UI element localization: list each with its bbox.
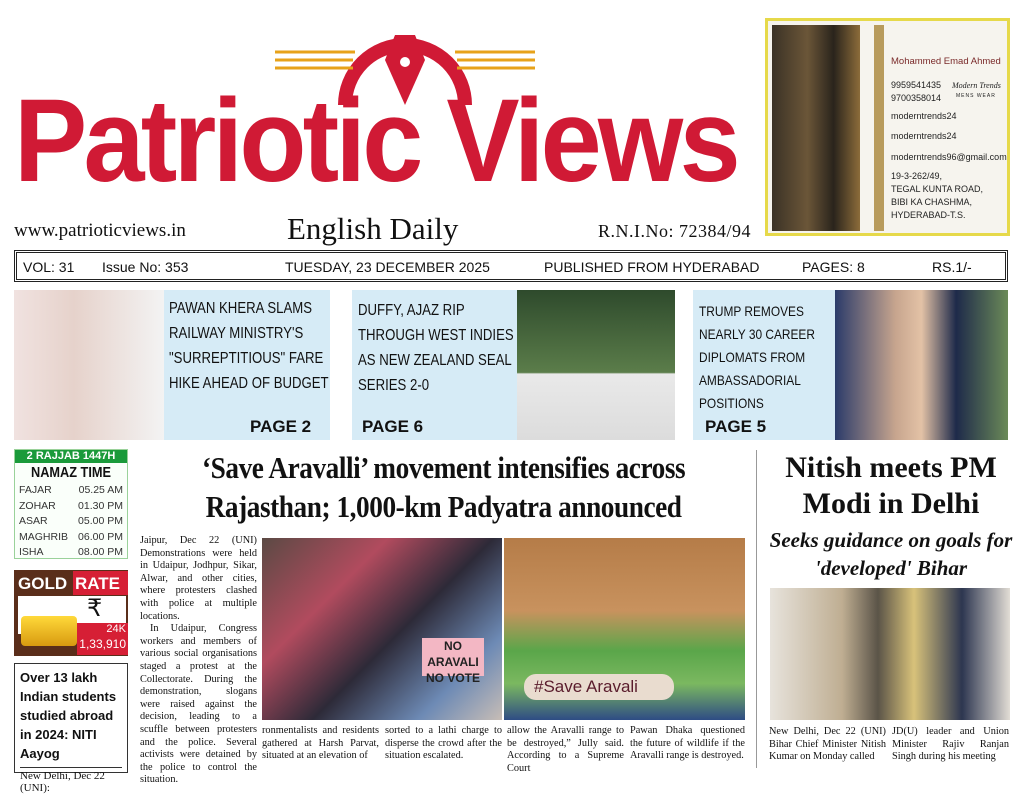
- prayer-time: 08.00 PM: [78, 546, 123, 558]
- gold-label: GOLD: [18, 574, 68, 593]
- prayer-name: ZOHAR: [19, 499, 56, 512]
- teaser-page: PAGE 2: [250, 417, 312, 436]
- ad-name: Mohammed Emad Ahmed: [891, 56, 1001, 67]
- prayer-name: ASAR: [19, 515, 48, 527]
- namaz-time-box: [14, 449, 128, 559]
- namaz-title: NAMAZ TIME: [30, 464, 112, 481]
- main-story-column-4: allow the Aravalli range to be destroyed,” Jully said. According to a Supreme Court: [507, 725, 624, 774]
- main-story-column-2: ronmentalists and residents gathered at Harsh Parvat, situated at an elevation of: [262, 725, 379, 762]
- advertisement-modern-trends[interactable]: [765, 18, 1010, 236]
- ad-brand: Modern Trends: [952, 81, 1001, 90]
- rni-number: R.N.I.No: 72384/94: [598, 221, 751, 241]
- prayer-time: 01.30 PM: [78, 499, 123, 512]
- namaz-row: [15, 545, 127, 561]
- right-headline[interactable]: Nitish meets PM Modi in Delhi: [785, 451, 997, 520]
- gold-rate-box: [14, 570, 128, 656]
- edition-label: English Daily: [287, 211, 459, 246]
- side-story[interactable]: [14, 663, 128, 794]
- right-story-column-2: JD(U) leader and Union Minister Rajiv Ranjan Singh during his meeting: [892, 726, 1009, 763]
- price: RS.1/-: [932, 259, 972, 275]
- main-story-column-3: sorted to a lathi charge to disperse the crowd after the situation escalated.: [385, 725, 502, 762]
- prayer-time: 05.00 PM: [78, 515, 123, 527]
- prayer-time: 06.00 PM: [78, 530, 123, 543]
- teaser-photo: [517, 290, 675, 440]
- nitish-modi-photo: [770, 588, 1010, 720]
- side-story-headline: Over 13 lakh Indian students studied abroad in 2024: NITI Aayog: [20, 670, 117, 761]
- rate-label: RATE: [75, 574, 121, 593]
- issue-date: TUESDAY, 23 DECEMBER 2025: [285, 259, 490, 275]
- gold-price-value: 1,33,910: [79, 637, 126, 651]
- prayer-time: 05.25 AM: [78, 484, 123, 496]
- page-count: PAGES: 8: [802, 259, 865, 275]
- ad-address-3: BIBI KA CHASHMA,: [891, 197, 973, 207]
- teaser-headline: PAWAN KHERA SLAMS RAILWAY MINISTRY'S "SURREPTITIOUS" FARE HIKE AHEAD OF BUDGET: [169, 300, 329, 392]
- paragraph: Jaipur, Dec 22 (UNI) Demonstrations were held in Udaipur, Jodhpur, Sikar, Alwar, and other cities, where protesters clashed with police at multiple locations.: [140, 535, 257, 622]
- teaser-page: PAGE 6: [362, 417, 424, 436]
- ad-address-2: TEGAL KUNTA ROAD,: [891, 184, 984, 194]
- column-divider: [756, 450, 757, 768]
- ad-instagram: moderntrends24: [891, 111, 957, 121]
- gold-bars-icon: [21, 616, 77, 646]
- ad-brand-sub: MENS WEAR: [956, 93, 996, 99]
- info-bar: [14, 250, 1008, 282]
- protest-sign: NO ARAVALI NO VOTE: [422, 638, 484, 676]
- sand-art-photo: [504, 538, 745, 720]
- volume: VOL: 31: [23, 259, 75, 275]
- prayer-name: ISHA: [19, 546, 44, 558]
- rupee-icon: ₹: [87, 594, 103, 622]
- namaz-row: [15, 530, 127, 546]
- sand-art-caption: #Save Aravali: [524, 674, 674, 700]
- main-story-column-5: Pawan Dhaka questioned the future of wildlife if the Aravalli range is destroyed.: [630, 725, 745, 762]
- right-story-column-1: New Delhi, Dec 22 (UNI) Bihar Chief Minister Nitish Kumar on Monday called: [769, 726, 886, 763]
- protest-photo: [262, 538, 502, 720]
- prayer-name: FAJAR: [19, 484, 52, 496]
- ad-facebook: moderntrends24: [891, 131, 957, 141]
- published-from: PUBLISHED FROM HYDERABAD: [544, 259, 760, 275]
- ad-address-1: 19-3-262/49,: [891, 171, 943, 181]
- prayer-name: MAGHRIB: [19, 530, 69, 543]
- side-story-dateline: New Delhi, Dec 22 (UNI):: [20, 767, 122, 794]
- teaser-headline: DUFFY, AJAZ RIP THROUGH WEST INDIES AS NEW ZEALAND SEAL SERIES 2-0: [358, 302, 514, 394]
- hijri-date: 2 RAJJAB 1447H: [15, 450, 127, 463]
- ad-phone1: 9959541435: [891, 80, 942, 90]
- namaz-row: [15, 514, 127, 530]
- ad-phone2: 9700358014: [891, 93, 942, 103]
- namaz-row: [15, 483, 127, 499]
- gold-karat: 24K: [106, 623, 126, 635]
- ad-strip: [874, 25, 884, 231]
- teaser-photo: [14, 290, 164, 440]
- teaser-new-zealand[interactable]: [352, 290, 675, 440]
- masthead-logo: Patriotic Views: [14, 75, 737, 207]
- ad-address-4: HYDERABAD-T.S.: [891, 210, 966, 220]
- teaser-pawan-khera[interactable]: [14, 290, 330, 440]
- right-subheadline: Seeks guidance on goals for 'developed' Bihar: [769, 528, 1013, 580]
- teaser-headline: TRUMP REMOVES NEARLY 30 CAREER DIPLOMATS FROM AMBASSADORIAL POSITIONS: [699, 303, 815, 411]
- paragraph: In Udaipur, Congress workers and members of various social organisations staged a protest at the Collectorate. During the demonstration, slogans were raised against the decision, leading to a scuffle between protesters and the police. Several activists were detained by the police to control the situation.: [140, 623, 257, 786]
- ad-email: moderntrends96@gmail.com: [891, 152, 1007, 162]
- rate-label-box: [73, 571, 128, 595]
- issue-number: Issue No: 353: [102, 259, 189, 275]
- teaser-photo: [835, 290, 1008, 440]
- main-story-column-1: [140, 535, 257, 787]
- website-url[interactable]: www.patrioticviews.in: [14, 220, 186, 241]
- gold-price: [77, 623, 128, 655]
- main-headline[interactable]: ‘Save Aravalli’ movement intensifies across Rajasthan; 1,000-km Padyatra announced: [202, 450, 686, 524]
- namaz-row: [15, 499, 127, 515]
- teaser-page: PAGE 5: [705, 417, 767, 436]
- teaser-trump[interactable]: [693, 290, 1008, 440]
- store-photo: [772, 25, 860, 231]
